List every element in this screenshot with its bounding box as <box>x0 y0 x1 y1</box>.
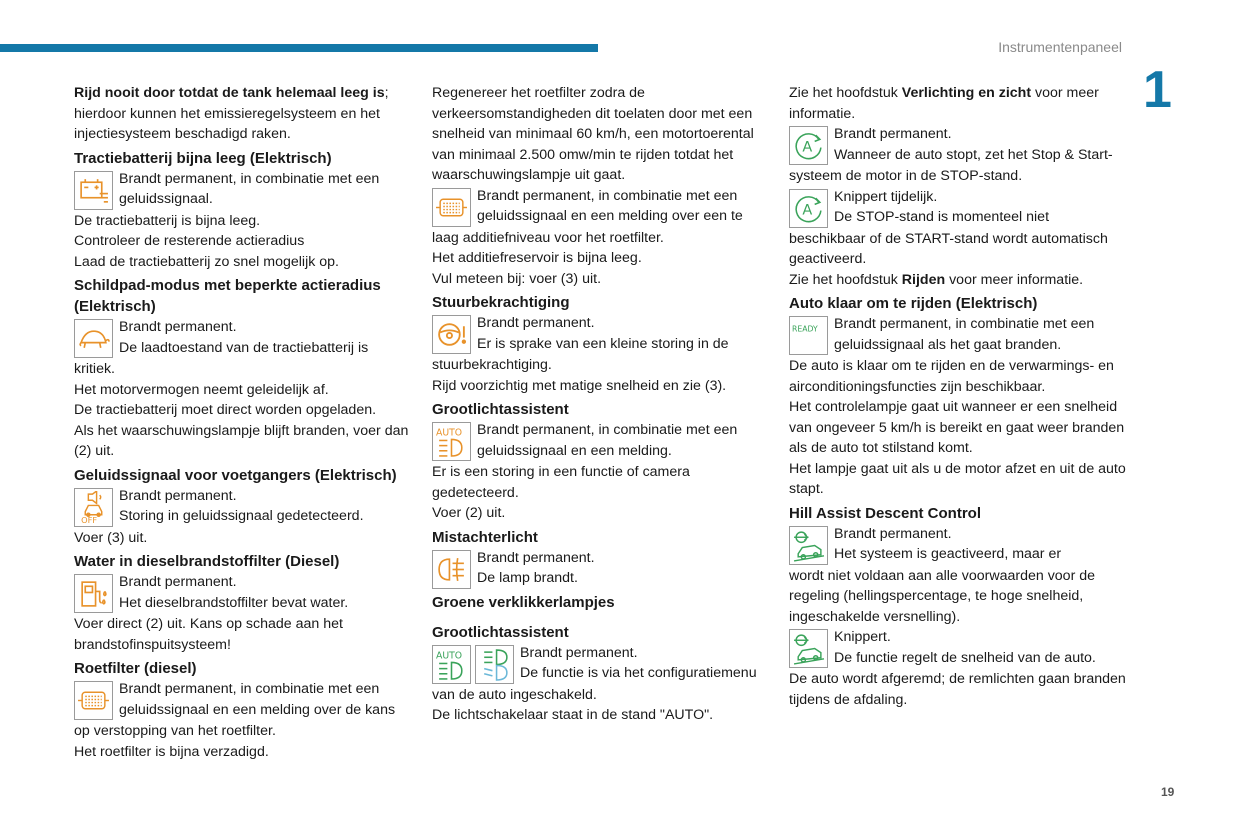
icon-description: De functie regelt de snelheid van de auto. <box>834 649 1096 666</box>
icon-description: Wanneer de auto stopt, zet het Stop & Start- <box>834 146 1113 163</box>
body-text: van de auto ingeschakeld. <box>432 686 597 703</box>
icon-description: Er is sprake van een kleine storing in de <box>477 335 729 352</box>
body-text: De auto wordt afgeremd; de remlichten gaan branden tijdens de afdaling. <box>789 671 1126 708</box>
body-text: De auto is klaar om te rijden en de verwarmings- en airconditioningsfuncties zijn beschikbaar. <box>789 358 1114 395</box>
high-low-beam-icon <box>475 645 514 684</box>
auto-high-beam-green-icon <box>432 645 471 684</box>
rear-fog-light-icon <box>432 550 471 589</box>
icon-description: Knippert. <box>834 629 891 645</box>
icon-description: Brandt permanent, in combinatie met een <box>119 170 380 187</box>
stop-start-icon <box>789 126 828 165</box>
icon-description: geluidssignaal en een melding over een te <box>477 208 743 224</box>
body-text: kritiek. <box>74 361 115 377</box>
svg-text:A: A <box>802 139 813 156</box>
body-text: Voer (3) uit. <box>74 529 148 546</box>
body-text: Het roetfilter is bijna verzadigd. <box>74 743 269 760</box>
body-text: Het lampje gaat uit als u de motor afzet en uit de auto stapt. <box>789 460 1126 497</box>
icon-description: Storing in geluidssignaal gedetecteerd. <box>119 508 364 524</box>
body-text: Vul meteen bij: voer (3) uit. <box>432 270 602 287</box>
icon-description: Brandt permanent. <box>834 525 952 542</box>
body-text: Zie het hoofdstuk Verlichting en zicht voor meer informatie. <box>789 85 1099 122</box>
body-text: systeem de motor in de STOP-stand. <box>789 168 1023 184</box>
page-number: 19 <box>1161 785 1175 799</box>
icon-description: De functie is via het configuratiemenu <box>520 665 757 681</box>
icon-description: geluidssignaal en een melding. <box>477 442 672 459</box>
battery-low-icon <box>74 171 113 210</box>
turtle-icon <box>74 319 113 358</box>
heading-hill-descent: Hill Assist Descent Control <box>789 504 981 522</box>
pedestrian-sound-off-icon <box>74 488 113 527</box>
icon-description: geluidssignaal. <box>119 191 213 207</box>
hill-descent-icon <box>789 526 828 565</box>
icon-description: Brandt permanent, in combinatie met een <box>477 187 738 204</box>
hill-descent-blink-icon <box>789 629 828 668</box>
heading-high-beam-assist-green: Grootlichtassistent <box>432 623 569 641</box>
body-text: laag additiefniveau voor het roetfilter. <box>432 229 664 246</box>
svg-text:AUTO: AUTO <box>436 427 463 439</box>
heading-ready-to-drive: Auto klaar om te rijden (Elektrisch) <box>789 295 1038 312</box>
body-text: Regenereer het roetfilter zodra de verkeersomstandigheden dit toelaten door met een snelheid van minimaal 60 km/h, een motortoerental van minimaal 2.500 omw/min te rijden totdat het waarschuwingslampje uit gaat. <box>432 85 754 183</box>
icon-description: Brandt permanent. <box>119 574 237 590</box>
icon-description: Het dieselbrandstoffilter bevat water. <box>119 594 349 611</box>
icon-description: Brandt permanent. <box>834 126 952 142</box>
column-1 <box>74 83 410 762</box>
column-2 <box>432 83 770 726</box>
auto-high-beam-orange-icon <box>432 422 471 461</box>
icon-description: De laadtoestand van de tractiebatterij is <box>119 339 369 356</box>
particle-filter-additive-icon <box>432 188 471 227</box>
body-text: De tractiebatterij is bijna leeg. <box>74 212 261 229</box>
body-text: op verstopping van het roetfilter. <box>74 723 276 739</box>
svg-text:READY: READY <box>792 324 818 334</box>
body-text: Controleer de resterende actieradius <box>74 233 305 249</box>
body-text: Het additiefreservoir is bijna leeg. <box>432 250 642 266</box>
icon-description: Brandt permanent, in combinatie met een <box>477 422 738 438</box>
heading-particle-filter: Roetfilter (diesel) <box>74 660 197 677</box>
icon-description: Brandt permanent, in combinatie met een <box>834 316 1095 332</box>
section-title: Instrumentenpaneel <box>998 39 1122 55</box>
chapter-number: 1 <box>1143 61 1172 119</box>
icon-description: Brandt permanent. <box>520 644 638 661</box>
icon-description: De lamp brandt. <box>477 570 578 586</box>
body-text: wordt niet voldaan aan alle voorwaarden voor de regeling (hellingspercentage, te hoge snelheid, ingeschakelde versnelling). <box>789 567 1096 625</box>
intro-paragraph: Rijd nooit door totdat de tank helemaal leeg is; hierdoor kunnen het emissieregelsysteem en het injectiesysteem beschadigd raken. <box>74 85 389 142</box>
icon-description: Brandt permanent. <box>477 549 595 566</box>
column-3 <box>789 83 1129 710</box>
icon-description: Knippert tijdelijk. <box>834 188 938 205</box>
heading-water-in-diesel: Water in dieselbrandstoffilter (Diesel) <box>74 553 340 570</box>
body-text: Het controlelampje gaat uit wanneer er een snelheid van ongeveer 5 km/h is bereikt en gaat weer branden als de auto tot stilstand komt. <box>789 399 1125 456</box>
body-text: Laad de tractiebatterij zo snel mogelijk op. <box>74 253 339 270</box>
svg-text:OFF: OFF <box>81 514 98 524</box>
body-text: De lichtschakelaar staat in de stand "AUTO". <box>432 707 714 723</box>
heading-turtle-mode: Schildpad-modus met beperkte actieradius (Elektrisch) <box>74 277 381 315</box>
body-text: Voer direct (2) uit. Kans op schade aan het brandstofinspuitsysteem! <box>74 616 343 653</box>
icon-description: geluidssignaal als het gaat branden. <box>834 336 1062 353</box>
heading-green-indicators: Groene verklikkerlampjes <box>432 593 615 611</box>
particle-filter-icon <box>74 681 113 720</box>
body-text: stuurbekrachtiging. <box>432 357 552 373</box>
body-text: Rijd voorzichtig met matige snelheid en zie (3). <box>432 377 727 394</box>
heading-rear-fog: Mistachterlicht <box>432 528 538 546</box>
svg-text:A: A <box>802 202 813 219</box>
body-text: beschikbaar of de START-stand wordt automatisch geactiveerd. <box>789 230 1108 267</box>
body-text: Als het waarschuwingslampje blijft branden, voer dan (2) uit. <box>74 422 409 459</box>
icon-description: Het systeem is geactiveerd, maar er <box>834 546 1062 562</box>
body-text: Zie het hoofdstuk Rijden voor meer informatie. <box>789 271 1084 288</box>
stop-start-blink-icon <box>789 189 828 228</box>
body-text: Er is een storing in een functie of camera gedetecteerd. <box>432 464 690 501</box>
icon-description: Brandt permanent. <box>119 487 237 504</box>
heading-pedestrian-sound: Geluidssignaal voor voetgangers (Elektrisch) <box>74 466 397 484</box>
fuel-filter-water-icon <box>74 574 113 613</box>
icon-description: Brandt permanent. <box>119 319 237 335</box>
body-text: Het motorvermogen neemt geleidelijk af. <box>74 381 329 398</box>
icon-description: Brandt permanent. <box>477 315 595 331</box>
icon-description: Brandt permanent, in combinatie met een <box>119 681 380 697</box>
body-text: Voer (2) uit. <box>432 505 506 521</box>
heading-power-steering: Stuurbekrachtiging <box>432 294 570 311</box>
body-text: De tractiebatterij moet direct worden opgeladen. <box>74 402 377 418</box>
header-accent-bar <box>0 44 598 52</box>
svg-text:AUTO: AUTO <box>436 649 463 661</box>
heading-high-beam-assist: Grootlichtassistent <box>432 401 569 418</box>
ready-icon <box>789 316 828 355</box>
power-steering-icon <box>432 315 471 354</box>
heading-traction-battery: Tractiebatterij bijna leeg (Elektrisch) <box>74 149 332 167</box>
icon-description: geluidssignaal en een melding over de kans <box>119 701 396 718</box>
icon-description: De STOP-stand is momenteel niet <box>834 209 1050 225</box>
